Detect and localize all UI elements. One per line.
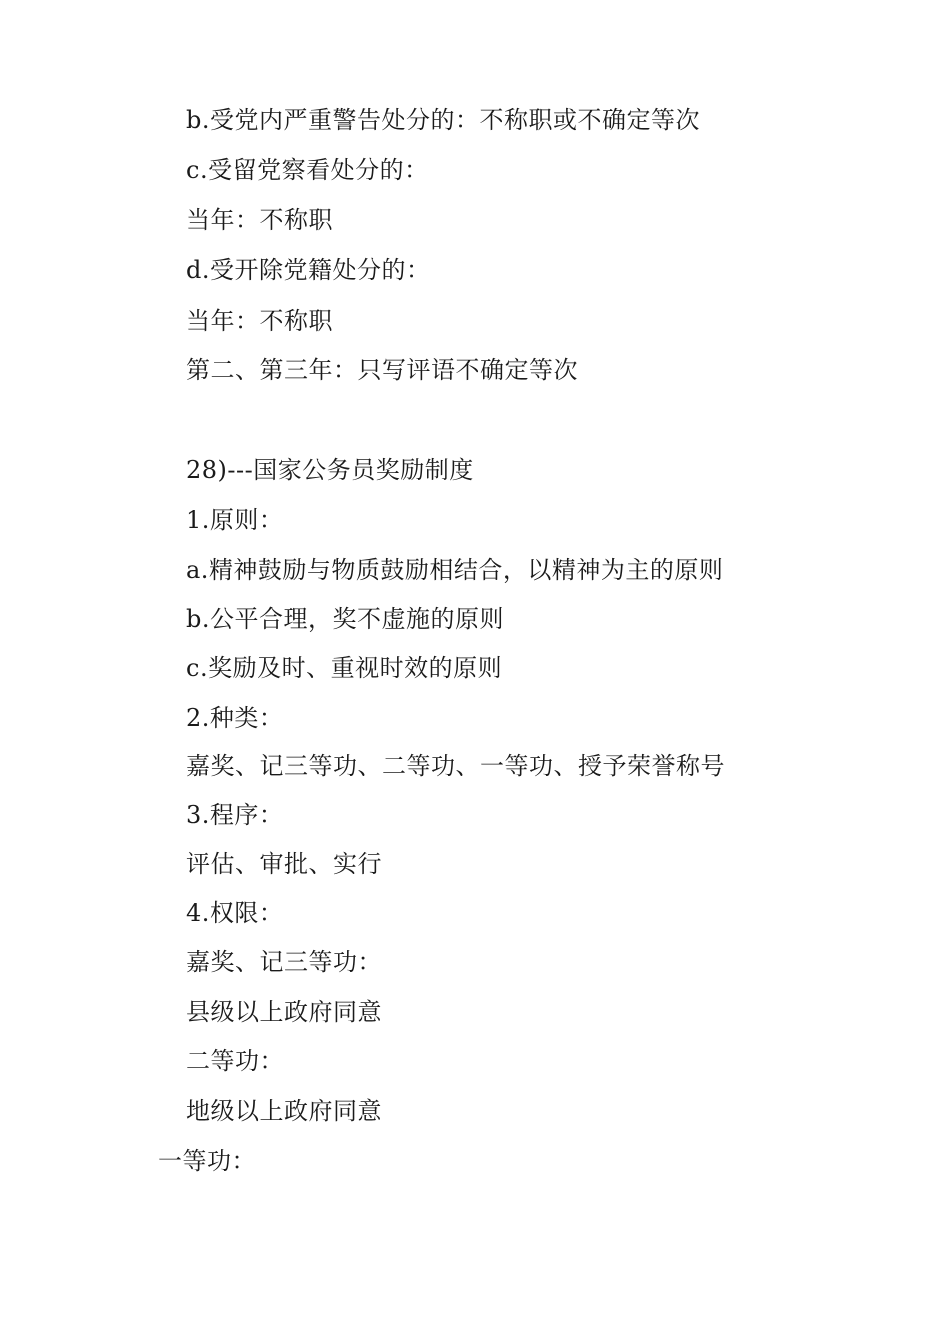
text-line: b.受党内严重警告处分的：不称职或不确定等次 [186, 106, 700, 134]
text-line: a.精神鼓励与物质鼓励相结合，以精神为主的原则 [186, 556, 724, 584]
text-line: c.受留党察看处分的： [186, 156, 429, 184]
text-line: 嘉奖、记三等功： [186, 948, 382, 976]
text-line: 当年：不称职 [186, 206, 333, 234]
text-line: 2.种类： [186, 704, 284, 732]
text-line: 当年：不称职 [186, 307, 333, 335]
text-line: 嘉奖、记三等功、二等功、一等功、授予荣誉称号 [186, 752, 725, 780]
text-line: 第二、第三年：只写评语不确定等次 [186, 356, 578, 384]
text-line: 县级以上政府同意 [186, 998, 382, 1026]
text-line: c.奖励及时、重视时效的原则 [186, 654, 503, 682]
text-line: d.受开除党籍处分的： [186, 256, 431, 284]
text-line: 二等功： [186, 1047, 284, 1075]
text-line: 地级以上政府同意 [186, 1097, 382, 1125]
text-line: 1.原则： [186, 506, 284, 534]
text-line: b.公平合理，奖不虚施的原则 [186, 605, 504, 633]
text-line: 4.权限： [186, 899, 284, 927]
text-line: 一等功： [158, 1147, 256, 1175]
text-line: 3.程序： [186, 801, 284, 829]
text-line: 评估、审批、实行 [186, 850, 382, 878]
section-heading: 28)---国家公务员奖励制度 [186, 456, 474, 484]
